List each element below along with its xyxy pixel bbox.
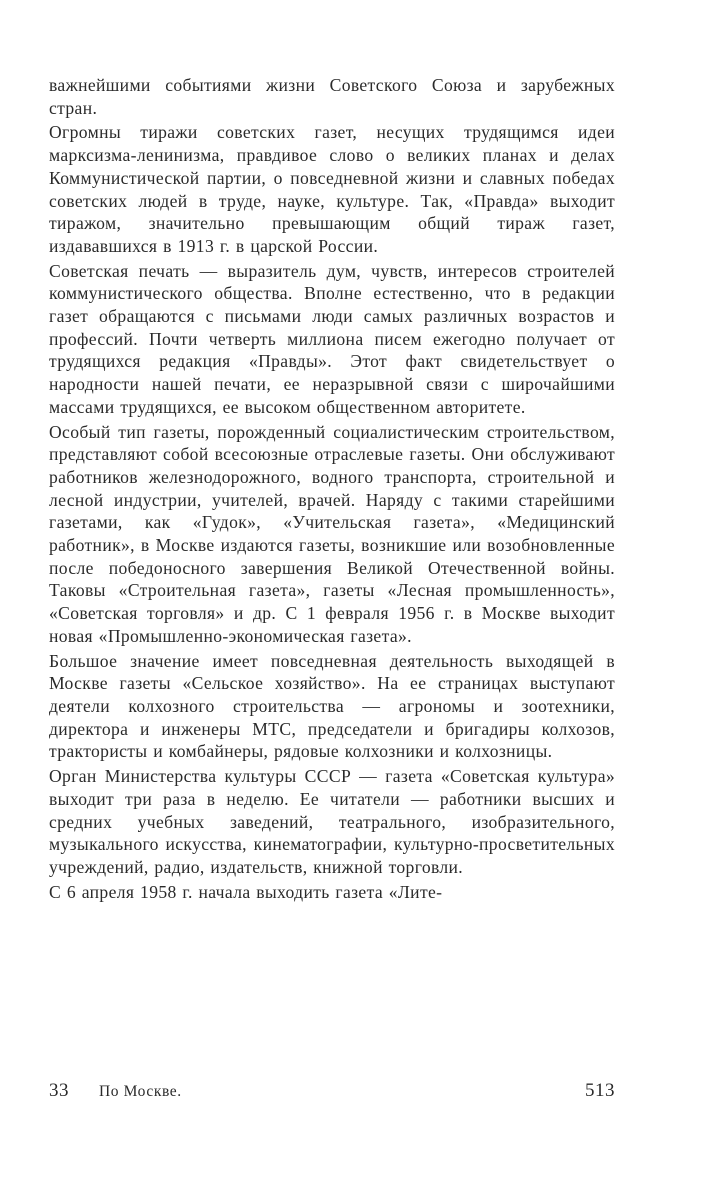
paragraph-1: важнейшими событиями жизни Советского Союза и зарубежных стран. <box>49 75 615 118</box>
paragraph-6: Орган Министерства культуры СССР — газета «Советская культура» выходит три раза в неделю. Ее читатели — работники высших и средних учебных заведений, театрального, изобразительного, музыкального искусства, кинематографии, культурно-просветительных учреждений, радио, издательств, книжной торговли. <box>49 766 615 877</box>
page-footer <box>49 1080 615 1110</box>
body-text <box>49 74 615 903</box>
paragraph-3: Советская печать — выразитель дум, чувств, интересов строителей коммунистического общества. Вполне естественно, что в редакции газет обращаются с письмами люди самых различных возрастов и профессий. Почти четверть миллиона писем ежегодно получает от трудящихся редакция «Правды». Этот факт свидетельствует о народности нашей печати, ее неразрывной связи с широчайшими массами трудящихся, ее высоком общественном авторитете. <box>49 260 615 417</box>
paragraph-2: Огромны тиражи советских газет, несущих трудящимся идеи марксизма-ленинизма, правдивое слово о великих планах и делах Коммунистической партии, о повседневной жизни и славных победах советских людей в труде, науке, культуре. Так, «Правда» выходит тиражом, значительно превышающим общий тираж газет, издававшихся в 1913 г. в царской России. <box>49 122 615 256</box>
page-number: 513 <box>585 1080 615 1101</box>
paragraph-5: Большое значение имеет повседневная деятельность выходящей в Москве газеты «Сельское хозяйство». На ее страницах выступают деятели колхозного строительства — агрономы и зоотехники, директора и инженеры МТС, председатели и бригадиры колхозов, трактористы и комбайнеры, рядовые колхозники и колхозницы. <box>49 650 615 762</box>
paragraph-7: С 6 апреля 1958 г. начала выходить газета «Лите- <box>49 881 443 902</box>
signature-title: По Москве. <box>99 1083 182 1100</box>
signature-number: 33 <box>49 1080 69 1101</box>
paragraph-4: Особый тип газеты, порожденный социалистическим строительством, представляют собой всесоюзные отраслевые газеты. Они обслуживают работников железнодорожного, водного транспорта, строительной и лесной индустрии, учителей, врачей. Наряду с такими старейшими газетами, как «Гудок», «Учительская газета», «Медицинский работник», в Москве издаются газеты, возникшие или возобновленные после победоносного завершения Великой Отечественной войны. Таковы «Строительная газета», газеты «Лесная промышленность», «Советская торговля» и др. С 1 февраля 1956 г. в Москве выходит новая «Промышленно-экономическая газета». <box>49 421 615 646</box>
